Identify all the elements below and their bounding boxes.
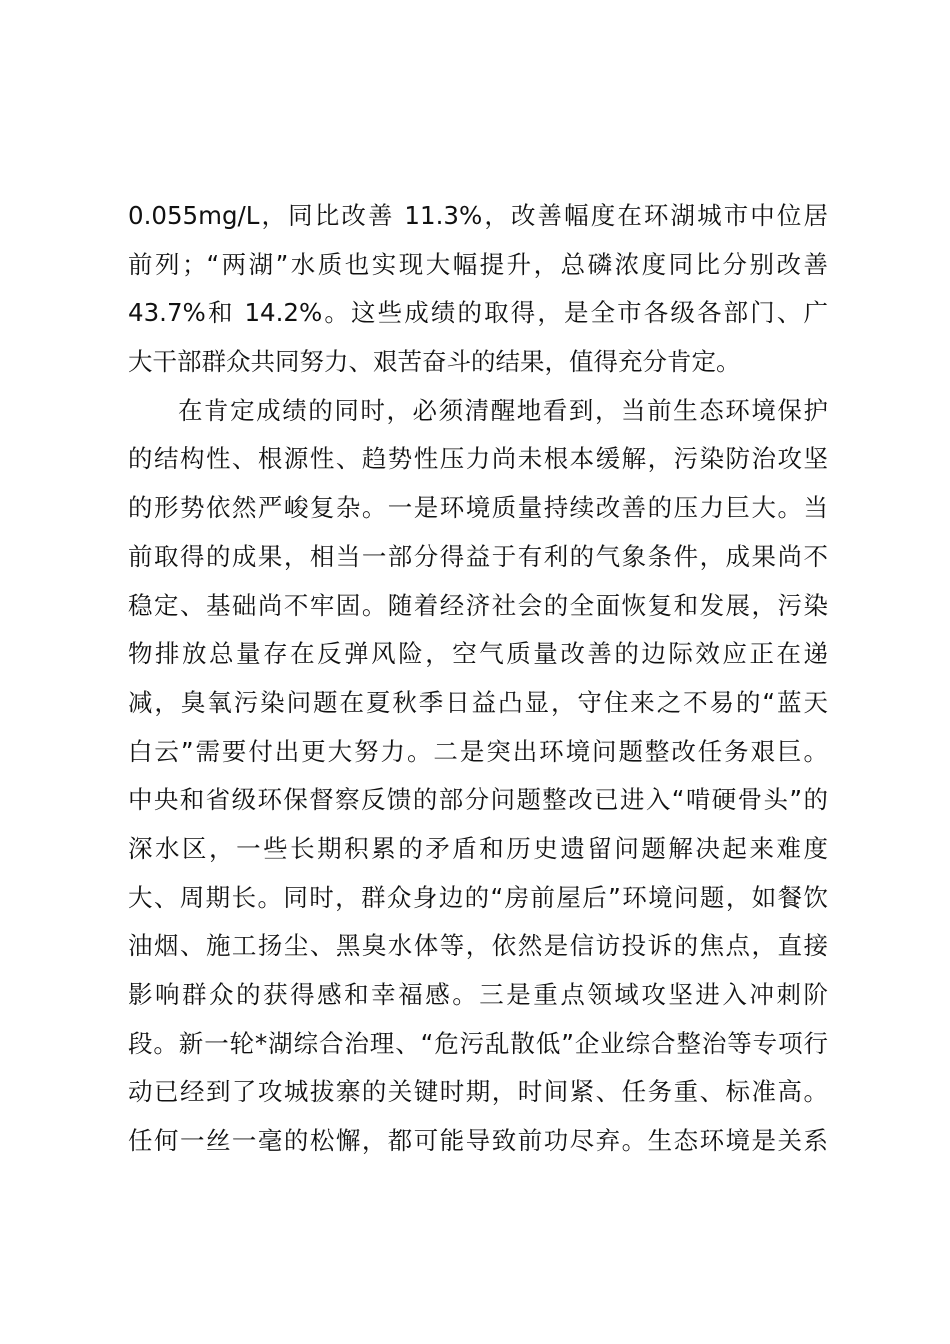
text-line: 稳定、基础尚不牢固。随着经济社会的全面恢复和发展，污染 bbox=[128, 590, 828, 620]
text-line: 0.055mg/L，同比改善 11.3%，改善幅度在环湖城市中位居 bbox=[128, 201, 828, 230]
text-line: 影响群众的获得感和幸福感。三是重点领域攻坚进入冲刺阶 bbox=[128, 980, 828, 1009]
body-text bbox=[128, 192, 828, 1166]
text-line: 物排放总量存在反弹风险，空气质量改善的边际效应正在递 bbox=[128, 639, 828, 669]
text-line: 前取得的成果，相当一部分得益于有利的气象条件，成果尚不 bbox=[128, 541, 828, 571]
text-line: 任何一丝一毫的松懈，都可能导致前功尽弃。生态环境是关系 bbox=[128, 1126, 828, 1156]
text-line: 大干部群众共同努力、艰苦奋斗的结果，值得充分肯定。 bbox=[128, 347, 741, 377]
text-line: 段。新一轮*湖综合治理、“危污乱散低”企业综合整治等专项行 bbox=[128, 1028, 828, 1058]
text-line: 减，臭氧污染问题在夏秋季日益凸显，守住来之不易的“蓝天 bbox=[128, 687, 828, 717]
text-line: 前列；“两湖”水质也实现大幅提升，总磷浓度同比分别改善 bbox=[128, 249, 828, 279]
text-line: 油烟、施工扬尘、黑臭水体等，依然是信访投诉的焦点，直接 bbox=[128, 931, 828, 961]
paragraph-2 bbox=[128, 387, 828, 1166]
text-line: 在肯定成绩的同时，必须清醒地看到，当前生态环境保护 bbox=[178, 395, 828, 425]
text-line: 43.7%和 14.2%。这些成绩的取得，是全市各级各部门、广 bbox=[128, 298, 828, 328]
text-line: 中央和省级环保督察反馈的部分问题整改已进入“啃硬骨头”的 bbox=[128, 785, 828, 815]
text-line: 动已经到了攻城拔寨的关键时期，时间紧、任务重、标准高。 bbox=[128, 1077, 828, 1107]
text-line: 白云”需要付出更大努力。二是突出环境问题整改任务艰巨。 bbox=[128, 736, 828, 766]
text-line: 的形势依然严峻复杂。一是环境质量持续改善的压力巨大。当 bbox=[128, 493, 828, 523]
text-line: 的结构性、根源性、趋势性压力尚未根本缓解，污染防治攻坚 bbox=[128, 444, 828, 474]
paragraph-1 bbox=[128, 192, 828, 387]
text-line: 深水区，一些长期积累的矛盾和历史遗留问题解决起来难度 bbox=[128, 833, 828, 863]
text-line: 大、周期长。同时，群众身边的“房前屋后”环境问题，如餐饮 bbox=[128, 882, 828, 912]
